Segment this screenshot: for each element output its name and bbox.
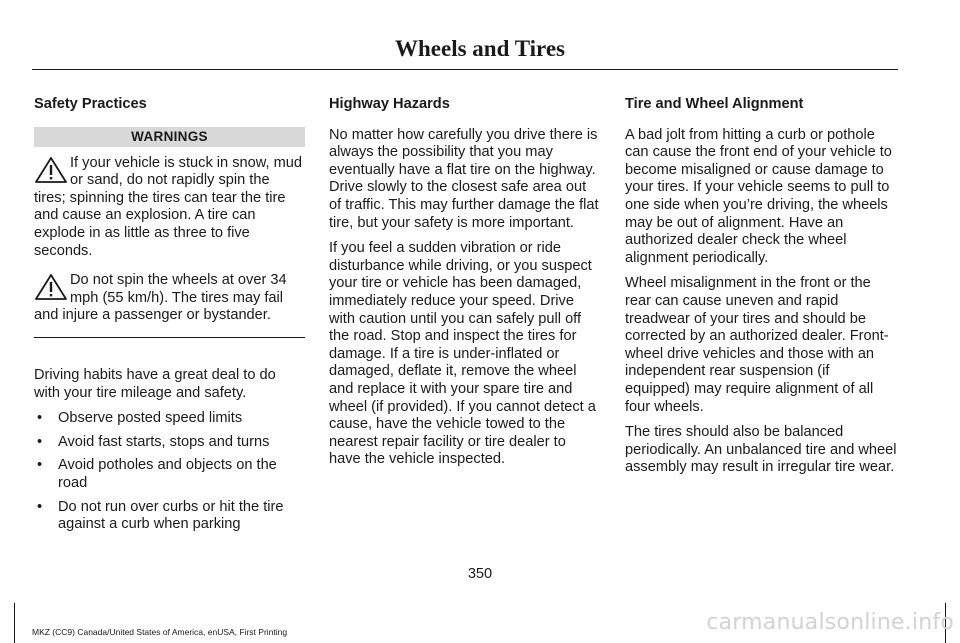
list-item: [34, 499, 305, 534]
section-heading-highway-hazards: Highway Hazards: [329, 96, 450, 112]
list-item-text: Avoid fast starts, stops and turns: [58, 433, 270, 450]
watermark: carmanualsonline.info: [706, 610, 954, 635]
list-item: [34, 410, 305, 428]
section-heading-safety-practices: Safety Practices: [34, 96, 147, 112]
list-item: [34, 457, 305, 492]
paragraph: No matter how carefully you drive there is always the possibility that you may eventually have a flat tire on the highway. Drive slowly to the closest safe area out of traffic. This may further damage the flat tire, but your safety is more important.: [329, 126, 599, 231]
page-number: 350: [467, 566, 493, 582]
warnings-box: [34, 127, 305, 338]
bullet-list: [34, 410, 305, 534]
warning-triangle-icon: [34, 273, 68, 301]
warnings-divider: [34, 337, 305, 338]
paragraph: The tires should also be balanced periodically. An unbalanced tire and wheel assembly may result in irregular tire wear.: [625, 424, 897, 476]
paragraph: If you feel a sudden vibration or ride disturbance while driving, or you suspect your tire or vehicle has been damaged, immediately reduce your speed. Drive with caution until you can safely pull off the road. Stop and inspect the tires for damage. If a tire is under-inflated or damaged, deflate it, remove the wheel and replace it with your spare tire and wheel (if provided). If you cannot detect a cause, have the vehicle towed to the nearest repair facility or tire dealer to have the vehicle inspected.: [329, 240, 596, 468]
warning-text: Do not spin the wheels at over 34 mph (55 km/h). The tires may fail and injure a passenger or bystander.: [34, 272, 287, 324]
bullet-icon: •: [37, 433, 43, 450]
column-tire-wheel-alignment: [625, 96, 897, 485]
section-heading-tire-wheel-alignment: Tire and Wheel Alignment: [625, 96, 804, 112]
warning-triangle-icon: [34, 156, 68, 184]
bullet-icon: •: [37, 457, 43, 474]
paragraph: Driving habits have a great deal to do with your tire mileage and safety.: [34, 366, 276, 401]
warnings-header: WARNINGS: [34, 127, 305, 147]
edition-footer: MKZ (CC9) Canada/United States of America, enUSA, First Printing: [32, 627, 288, 637]
list-item-text: Do not run over curbs or hit the tire against a curb when parking: [58, 498, 284, 533]
warning-item: [34, 272, 305, 325]
bullet-icon: •: [37, 410, 43, 427]
paragraph: A bad jolt from hitting a curb or pothole can cause the front end of your vehicle to become misaligned or cause damage to your tires. If your vehicle seems to pull to one side when you’re driving, the wheels may be out of alignment. Have an authorized dealer check the wheel alignment periodically.: [625, 126, 892, 266]
crop-mark-left: [14, 603, 15, 643]
column-safety-practices: [34, 96, 305, 540]
warning-item: [34, 155, 305, 261]
list-item: [34, 434, 305, 452]
column-highway-hazards: [329, 96, 601, 477]
page-title: Wheels and Tires: [395, 36, 565, 61]
paragraph: Wheel misalignment in the front or the rear can cause uneven and rapid treadwear of your tires and should be corrected by an authorized dealer. Front-wheel drive vehicles and those with an independent rear suspension (if equipped) may require alignment of all four wheels.: [625, 275, 889, 415]
list-item-text: Avoid potholes and objects on the road: [58, 457, 277, 491]
warning-text: If your vehicle is stuck in snow, mud or sand, do not rapidly spin the tires; spinning the tires can tear the tire and cause an explosion. A tire can explode in as little as three to five seconds.: [34, 154, 302, 259]
bullet-icon: •: [37, 498, 43, 515]
list-item-text: Observe posted speed limits: [58, 410, 243, 427]
title-rule: [32, 69, 898, 70]
